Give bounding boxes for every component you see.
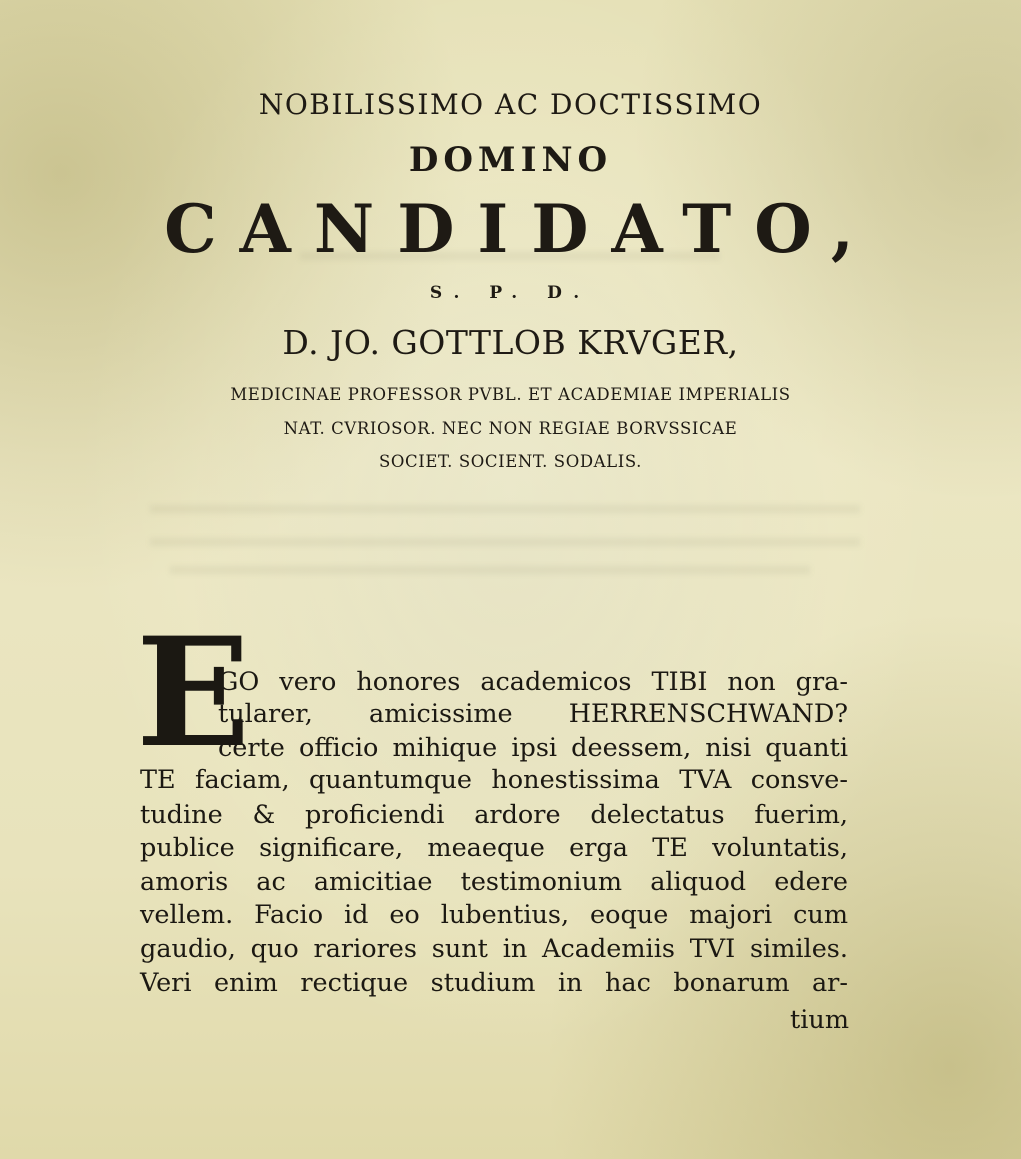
body-line: publice significare, meaeque erga TE voluntatis,: [140, 833, 848, 863]
author-affiliation-line: NAT. CVRIOSOR. NEC NON REGIAE BORVSSICAE: [283, 419, 738, 438]
drop-cap: E: [136, 605, 251, 781]
body-line: tularer, amicissime HERRENSCHWAND?: [218, 699, 848, 729]
body-line: Veri enim rectique studium in hac bonarum ar-: [140, 968, 848, 998]
bleed-through-text: [150, 505, 860, 513]
body-line: amoris ac amicitiae testimonium aliquod edere: [140, 867, 848, 897]
author-affiliation-line: SOCIET. SOCIENT. SODALIS.: [378, 452, 643, 471]
author-affiliation-line: MEDICINAE PROFESSOR PVBL. ET ACADEMIAE IMPERIALIS: [230, 385, 791, 404]
bleed-through-text: [150, 538, 860, 546]
body-line: certe officio mihique ipsi deessem, nisi quanti: [218, 733, 848, 763]
header-line-1: NOBILISSIMO AC DOCTISSIMO: [258, 88, 763, 121]
header-line-4: S. P. D.: [429, 283, 592, 303]
body-line: vellem. Facio id eo lubentius, eoque majori cum: [140, 900, 848, 930]
body-line: tudine & proficiendi ardore delectatus fuerim,: [140, 800, 848, 830]
bleed-through-text: [170, 566, 810, 574]
author-name: D. JO. GOTTLOB KRVGER,: [282, 323, 739, 362]
body-line: TE faciam, quantumque honestissima TVA consve-: [140, 765, 848, 795]
header-line-3: CANDIDATO,: [164, 190, 877, 268]
header-line-2: DOMINO: [408, 140, 613, 180]
catchword: tium: [790, 1005, 850, 1035]
body-line: gaudio, quo rariores sunt in Academiis TVI similes.: [140, 934, 848, 964]
body-line: GO vero honores academicos TIBI non gra-: [218, 667, 848, 697]
